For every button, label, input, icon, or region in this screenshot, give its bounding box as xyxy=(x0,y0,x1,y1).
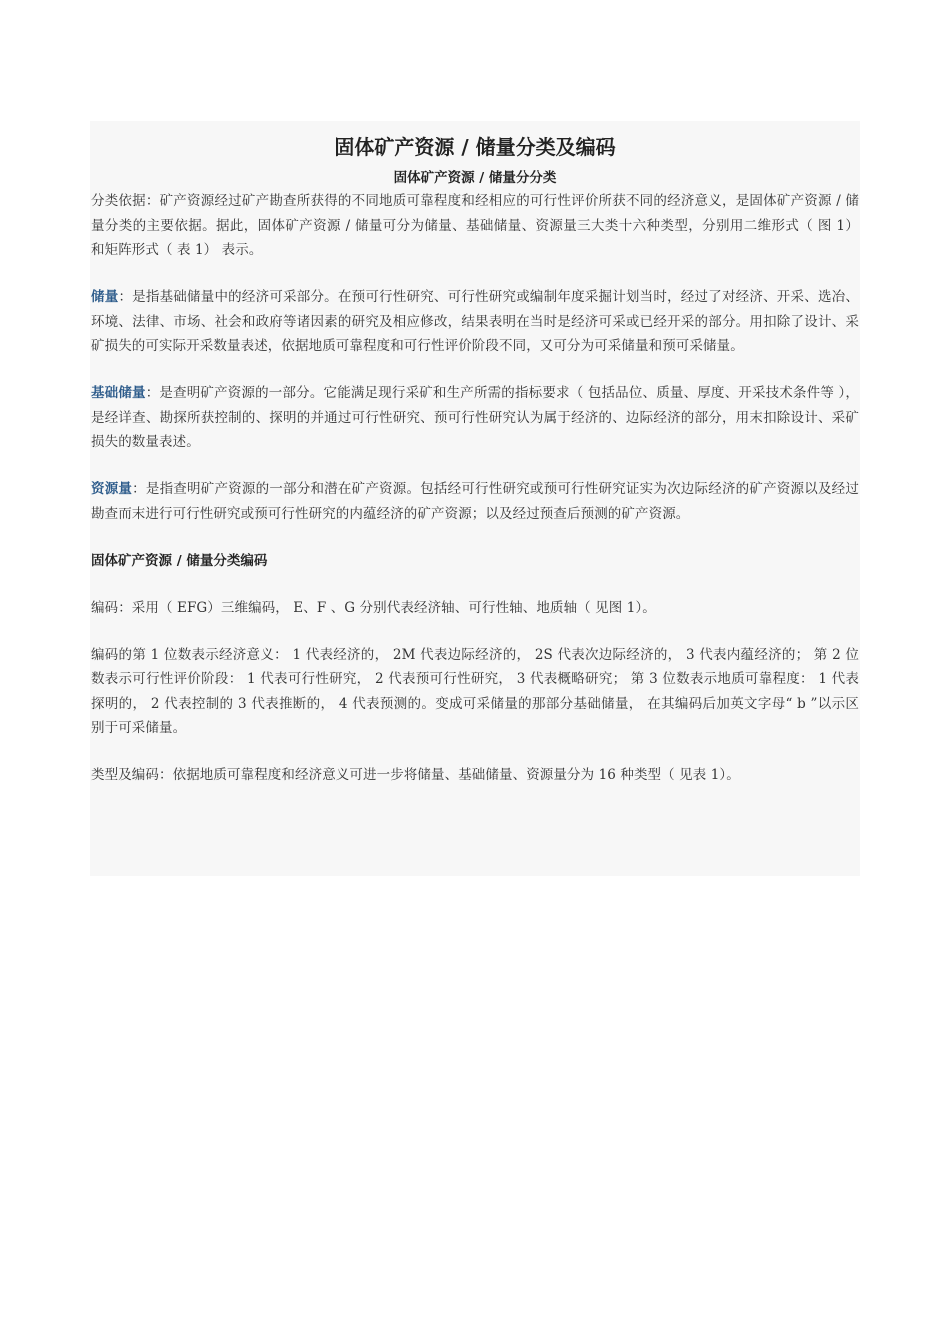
definition-resources xyxy=(91,477,859,526)
definition-text: ：是查明矿产资源的一部分。它能满足现行采矿和生产所需的指标要求（ 包括品位、质量、厚度、开采技术条件等 ），是经详查、勘探所获控制的、探明的并通过可行性研究、预可行性研究认为属于经济的、边际经济的部分，用末扣除设计、采矿损失的数量表述。 xyxy=(91,385,860,450)
definition-text: ：是指查明矿产资源的一部分和潜在矿产资源。包括经可行性研究或预可行性研究证实为次边际经济的矿产资源以及经过勘查而末进行可行性研究或预可行性研究的内蕴经济的矿产资源；以及经过预查后预测的矿产资源。 xyxy=(91,481,859,522)
coding-section-heading: 固体矿产资源 / 储量分类编码 xyxy=(91,552,268,569)
definition-reserves xyxy=(91,285,859,359)
paragraph-spacer xyxy=(91,741,859,764)
classification-basis-paragraph: 分类依据：矿产资源经过矿产勘查所获得的不同地质可靠程度和经相应的可行性评价所获不同的经济意义，是固体矿产资源 / 储量分类的主要依据。据此，固体矿产资源 / 储量可分为储量、基础储量、资源量三大类十六种类型，分别用二维形式（ 图 1） 和矩阵形式（ 表 1） 表示。 xyxy=(91,193,859,258)
document-subtitle: 固体矿产资源 / 储量分分类 xyxy=(393,170,557,186)
paragraph-spacer xyxy=(91,620,859,643)
article-content xyxy=(90,121,860,876)
paragraph-spacer xyxy=(91,526,859,549)
term-basic-reserves: 基础储量 xyxy=(91,385,146,401)
paragraph-spacer xyxy=(91,455,859,478)
coding-digits-paragraph: 编码的第 1 位数表示经济意义： 1 代表经济的， 2M 代表边际经济的， 2S 代表次边际经济的， 3 代表内蕴经济的； 第 2 位数表示可行性评价阶段： 1 代表可行性研究， 2 代表预可行性研究， 3 代表概略研究； 第 3 位数表示地质可靠程度： 1 代表探明的， 2 代表控制的 3 代表推断的， 4 代表预测的。变成可采储量的那部分基础储量， 在其编码后加英文字母“ b ”以示区别于可采储量。 xyxy=(91,646,859,736)
coding-types-paragraph: 类型及编码：依据地质可靠程度和经济意义可进一步将储量、基础储量、资源量分为 16 种类型（ 见表 1）。 xyxy=(91,767,740,783)
term-resources: 资源量 xyxy=(91,481,133,497)
paragraph-spacer xyxy=(91,573,859,596)
paragraph-spacer xyxy=(91,359,859,382)
document-title: 固体矿产资源 / 储量分类及编码 xyxy=(334,135,616,159)
definition-basic-reserves xyxy=(91,381,859,455)
definition-text: ：是指基础储量中的经济可采部分。在预可行性研究、可行性研究或编制年度采掘计划当时，经过了对经济、开采、选冶、环境、法律、市场、社会和政府等诸因素的研究及相应修改，结果表明在当时是经济可采或已经开采的部分。用扣除了设计、采矿损失的可实际开采数量表述，依据地质可靠程度和可行性评价阶段不同，又可分为可采储量和预可采储量。 xyxy=(91,289,859,354)
coding-method-paragraph: 编码：采用（ EFG）三维编码， E、F 、G 分别代表经济轴、可行性轴、地质轴（ 见图 1）。 xyxy=(91,599,656,616)
paragraph-spacer xyxy=(91,263,859,286)
term-reserves: 储量 xyxy=(91,289,119,305)
